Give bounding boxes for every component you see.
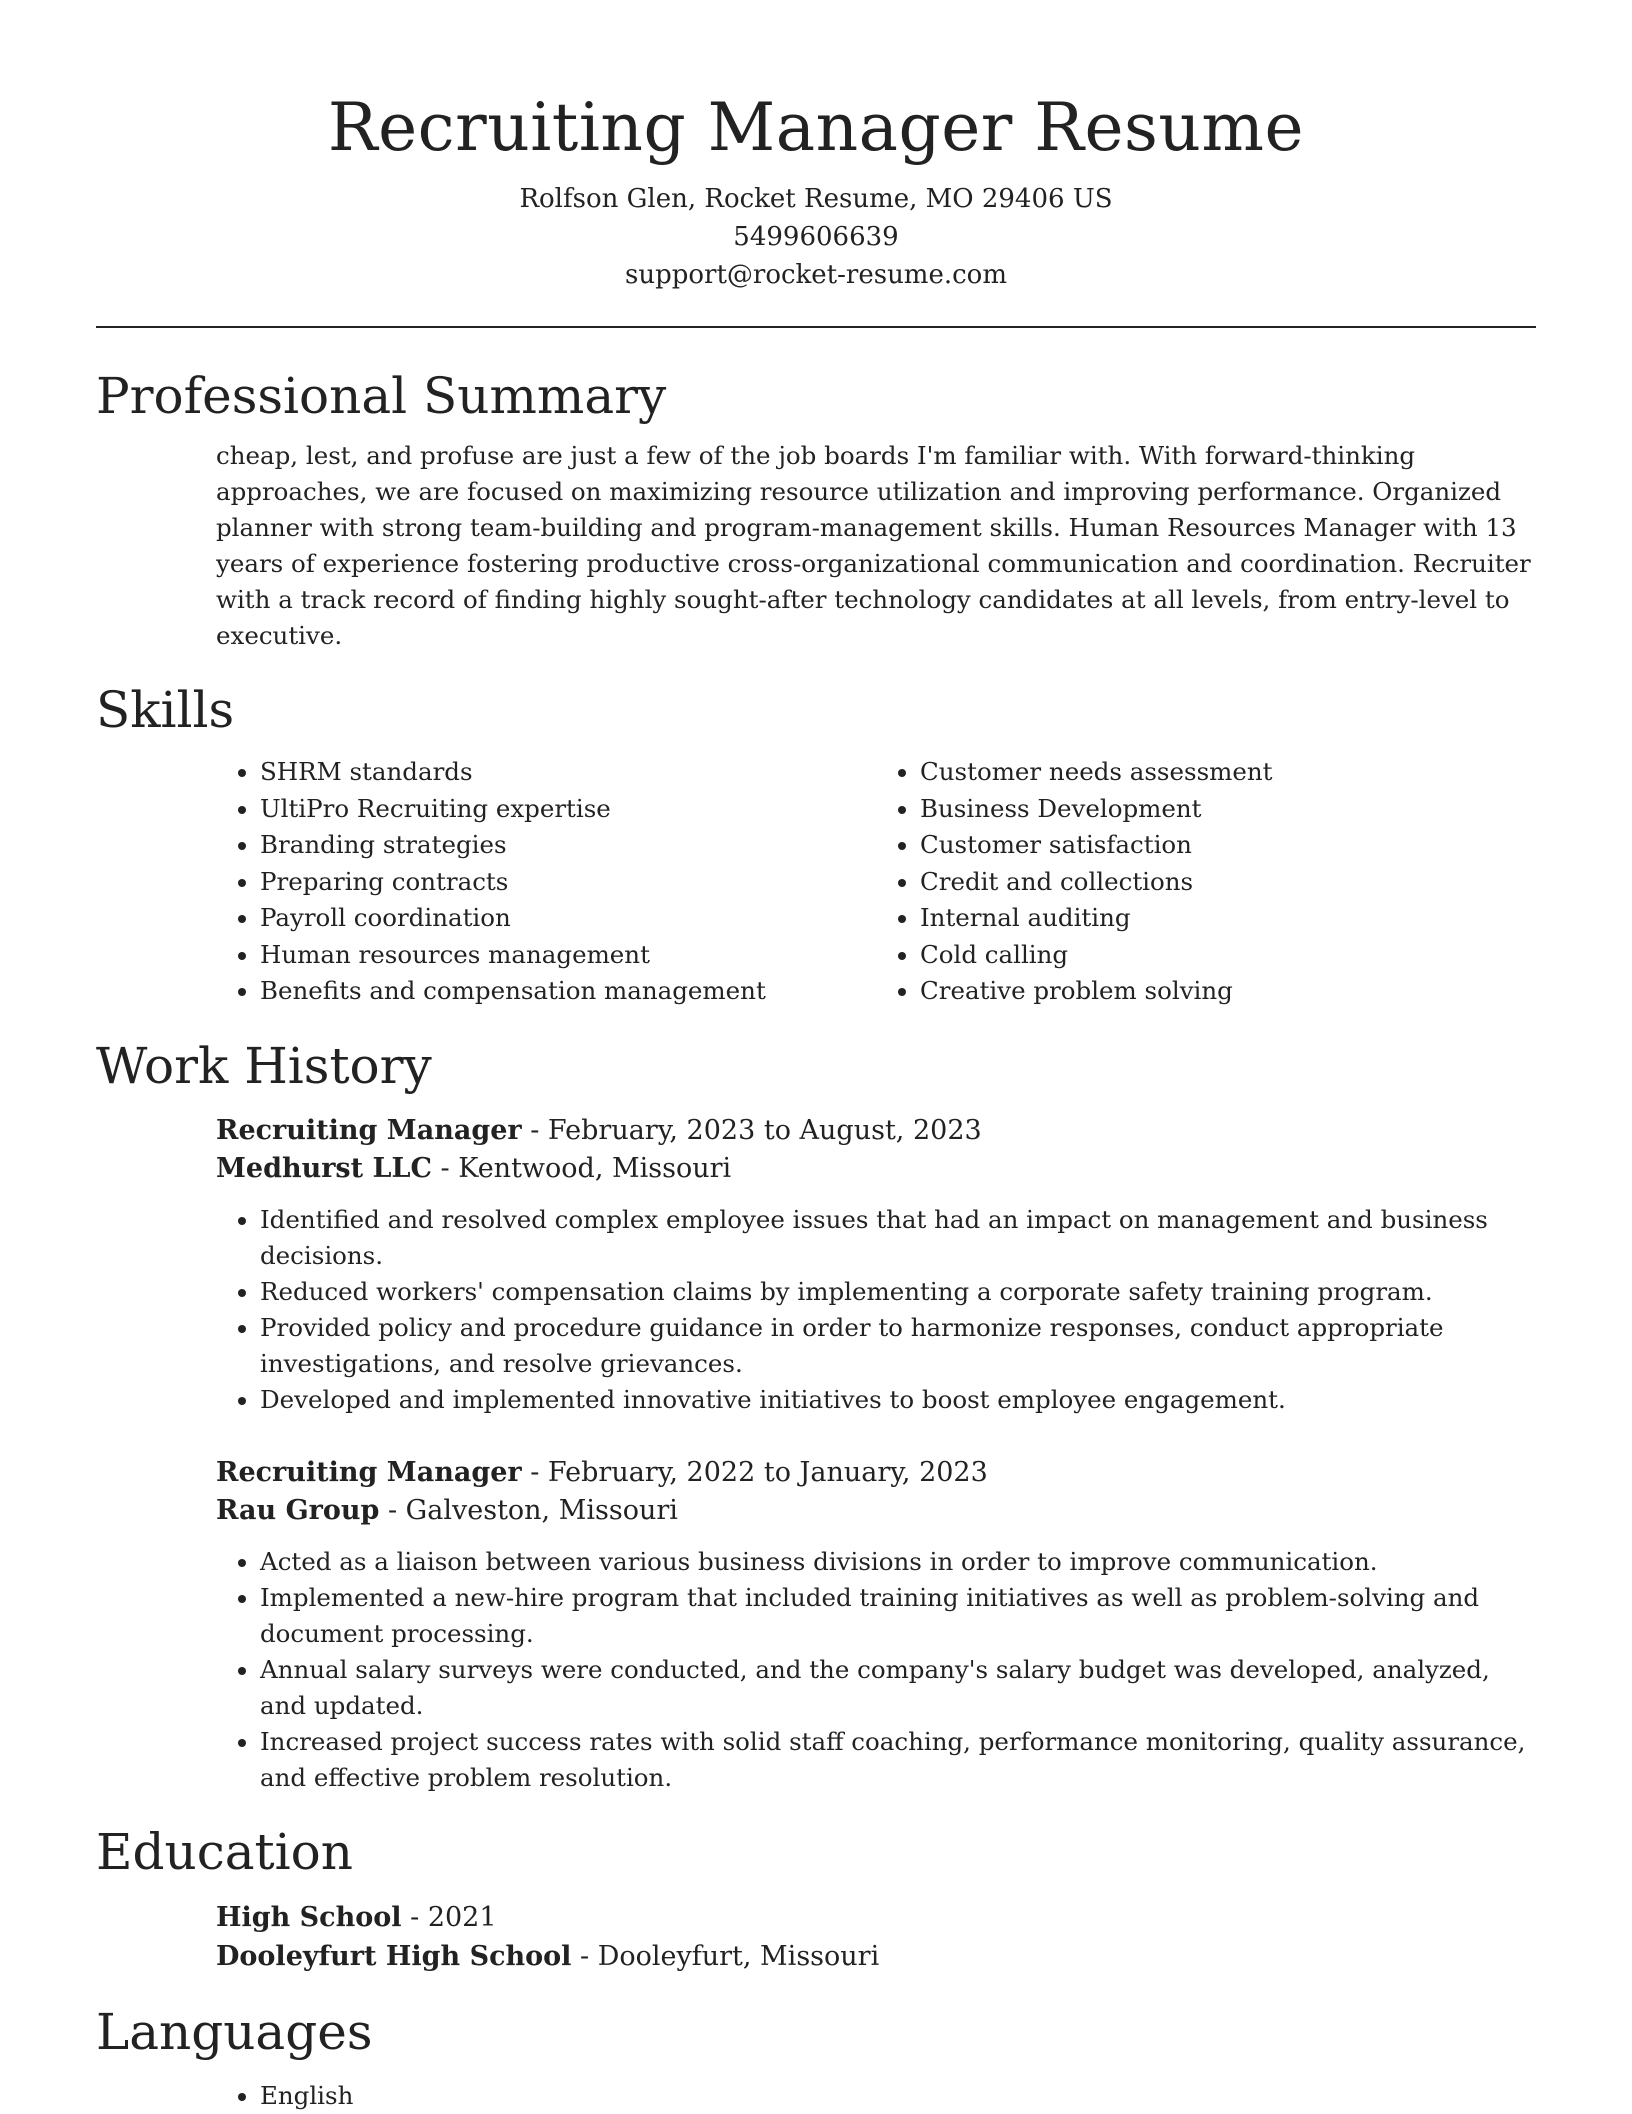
skill-item: • SHRM standards [260, 754, 876, 791]
languages-heading: Languages [96, 2002, 373, 2061]
education-degree-line [216, 1898, 1536, 1937]
skill-item: • Credit and collections [920, 864, 1536, 901]
job-bullet: • Acted as a liaison between various business divisions in order to improve communication. [260, 1544, 1536, 1580]
job-location: - Galveston, Missouri [379, 1494, 678, 1526]
summary-heading: Professional Summary [96, 367, 667, 425]
skill-item: • Human resources management [260, 937, 876, 974]
skills-list-left [216, 754, 876, 1010]
education-degree: High School [216, 1901, 402, 1933]
contact-block [96, 180, 1536, 294]
job-company-line [216, 1492, 1536, 1530]
job-company: Rau Group [216, 1494, 380, 1526]
job-entry [216, 1112, 1536, 1418]
contact-email: support@rocket-resume.com [624, 260, 1007, 290]
job-bullet: • Developed and implemented innovative initiatives to boost employee engagement. [260, 1382, 1536, 1418]
work-history-section [96, 1034, 1536, 1796]
job-bullet: • Identified and resolved complex employee issues that had an impact on management and business decisions. [260, 1202, 1536, 1274]
job-company-line [216, 1150, 1536, 1188]
job-bullets [216, 1202, 1536, 1418]
skill-item: • Payroll coordination [260, 900, 876, 937]
skill-item: • Creative problem solving [920, 973, 1536, 1010]
education-school: Dooleyfurt High School [216, 1940, 572, 1972]
skill-item: • Benefits and compensation management [260, 973, 876, 1010]
languages-section [96, 2000, 1536, 2114]
resume-page [96, 0, 1536, 2114]
education-location: - Dooleyfurt, Missouri [571, 1940, 880, 1972]
job-dates: - February, 2023 to August, 2023 [521, 1114, 982, 1146]
summary-text: cheap, lest, and profuse are just a few of the job boards I'm familiar with. With forward-thinking approaches, we are focused on maximizing resource utilization and improving performance. Organized planner with strong team-building and program-management skills. Human Resources Manager with 13 years of experience fostering productive cross-organizational communication and coordination. Recruiter with a track record of finding highly sought-after technology candidates at all levels, from entry-level to executive. [216, 441, 1531, 650]
job-bullet: • Provided policy and procedure guidance in order to harmonize responses, conduct appropriate investigations, and resolve grievances. [260, 1310, 1536, 1382]
job-title-line [216, 1454, 1536, 1492]
job-company: Medhurst LLC [216, 1152, 432, 1184]
job-title: Recruiting Manager [216, 1456, 522, 1488]
skills-columns [216, 754, 1536, 1010]
job-location: - Kentwood, Missouri [431, 1152, 732, 1184]
contact-address: Rolfson Glen, Rocket Resume, MO 29406 US [519, 184, 1113, 214]
education-entry [216, 1898, 1536, 1976]
job-bullets [216, 1544, 1536, 1796]
summary-section [96, 364, 1536, 654]
contact-phone: 5499606639 [733, 222, 899, 252]
skill-item: • UltiPro Recruiting expertise [260, 791, 876, 828]
education-heading: Education [96, 1822, 353, 1881]
languages-list [216, 2078, 1536, 2114]
resume-title: Recruiting Manager Resume [327, 89, 1305, 166]
skills-list-right [876, 754, 1536, 1010]
job-bullet: • Increased project success rates with solid staff coaching, performance monitoring, quality assurance, and effective problem resolution. [260, 1724, 1536, 1796]
job-dates: - February, 2022 to January, 2023 [521, 1456, 988, 1488]
skill-item: • Customer satisfaction [920, 827, 1536, 864]
header-divider [96, 326, 1536, 328]
job-bullet: • Implemented a new-hire program that included training initiatives as well as problem-solving and document processing. [260, 1580, 1536, 1652]
skill-item: • Preparing contracts [260, 864, 876, 901]
skills-heading: Skills [96, 681, 235, 739]
work-history-heading: Work History [96, 1036, 432, 1095]
skills-section [96, 678, 1536, 1010]
job-bullet: • Annual salary surveys were conducted, and the company's salary budget was developed, analyzed, and updated. [260, 1652, 1536, 1724]
job-title: Recruiting Manager [216, 1114, 522, 1146]
resume-header [96, 0, 1536, 294]
skill-item: • Branding strategies [260, 827, 876, 864]
skill-item: • Cold calling [920, 937, 1536, 974]
job-title-line [216, 1112, 1536, 1150]
job-entry [216, 1454, 1536, 1796]
skill-item: • Business Development [920, 791, 1536, 828]
job-bullet: • Reduced workers' compensation claims by implementing a corporate safety training program. [260, 1274, 1536, 1310]
education-section [96, 1820, 1536, 1976]
language-item: • English [260, 2078, 1536, 2114]
education-school-line [216, 1937, 1536, 1976]
skill-item: • Customer needs assessment [920, 754, 1536, 791]
skill-item: • Internal auditing [920, 900, 1536, 937]
education-year: - 2021 [401, 1901, 497, 1933]
